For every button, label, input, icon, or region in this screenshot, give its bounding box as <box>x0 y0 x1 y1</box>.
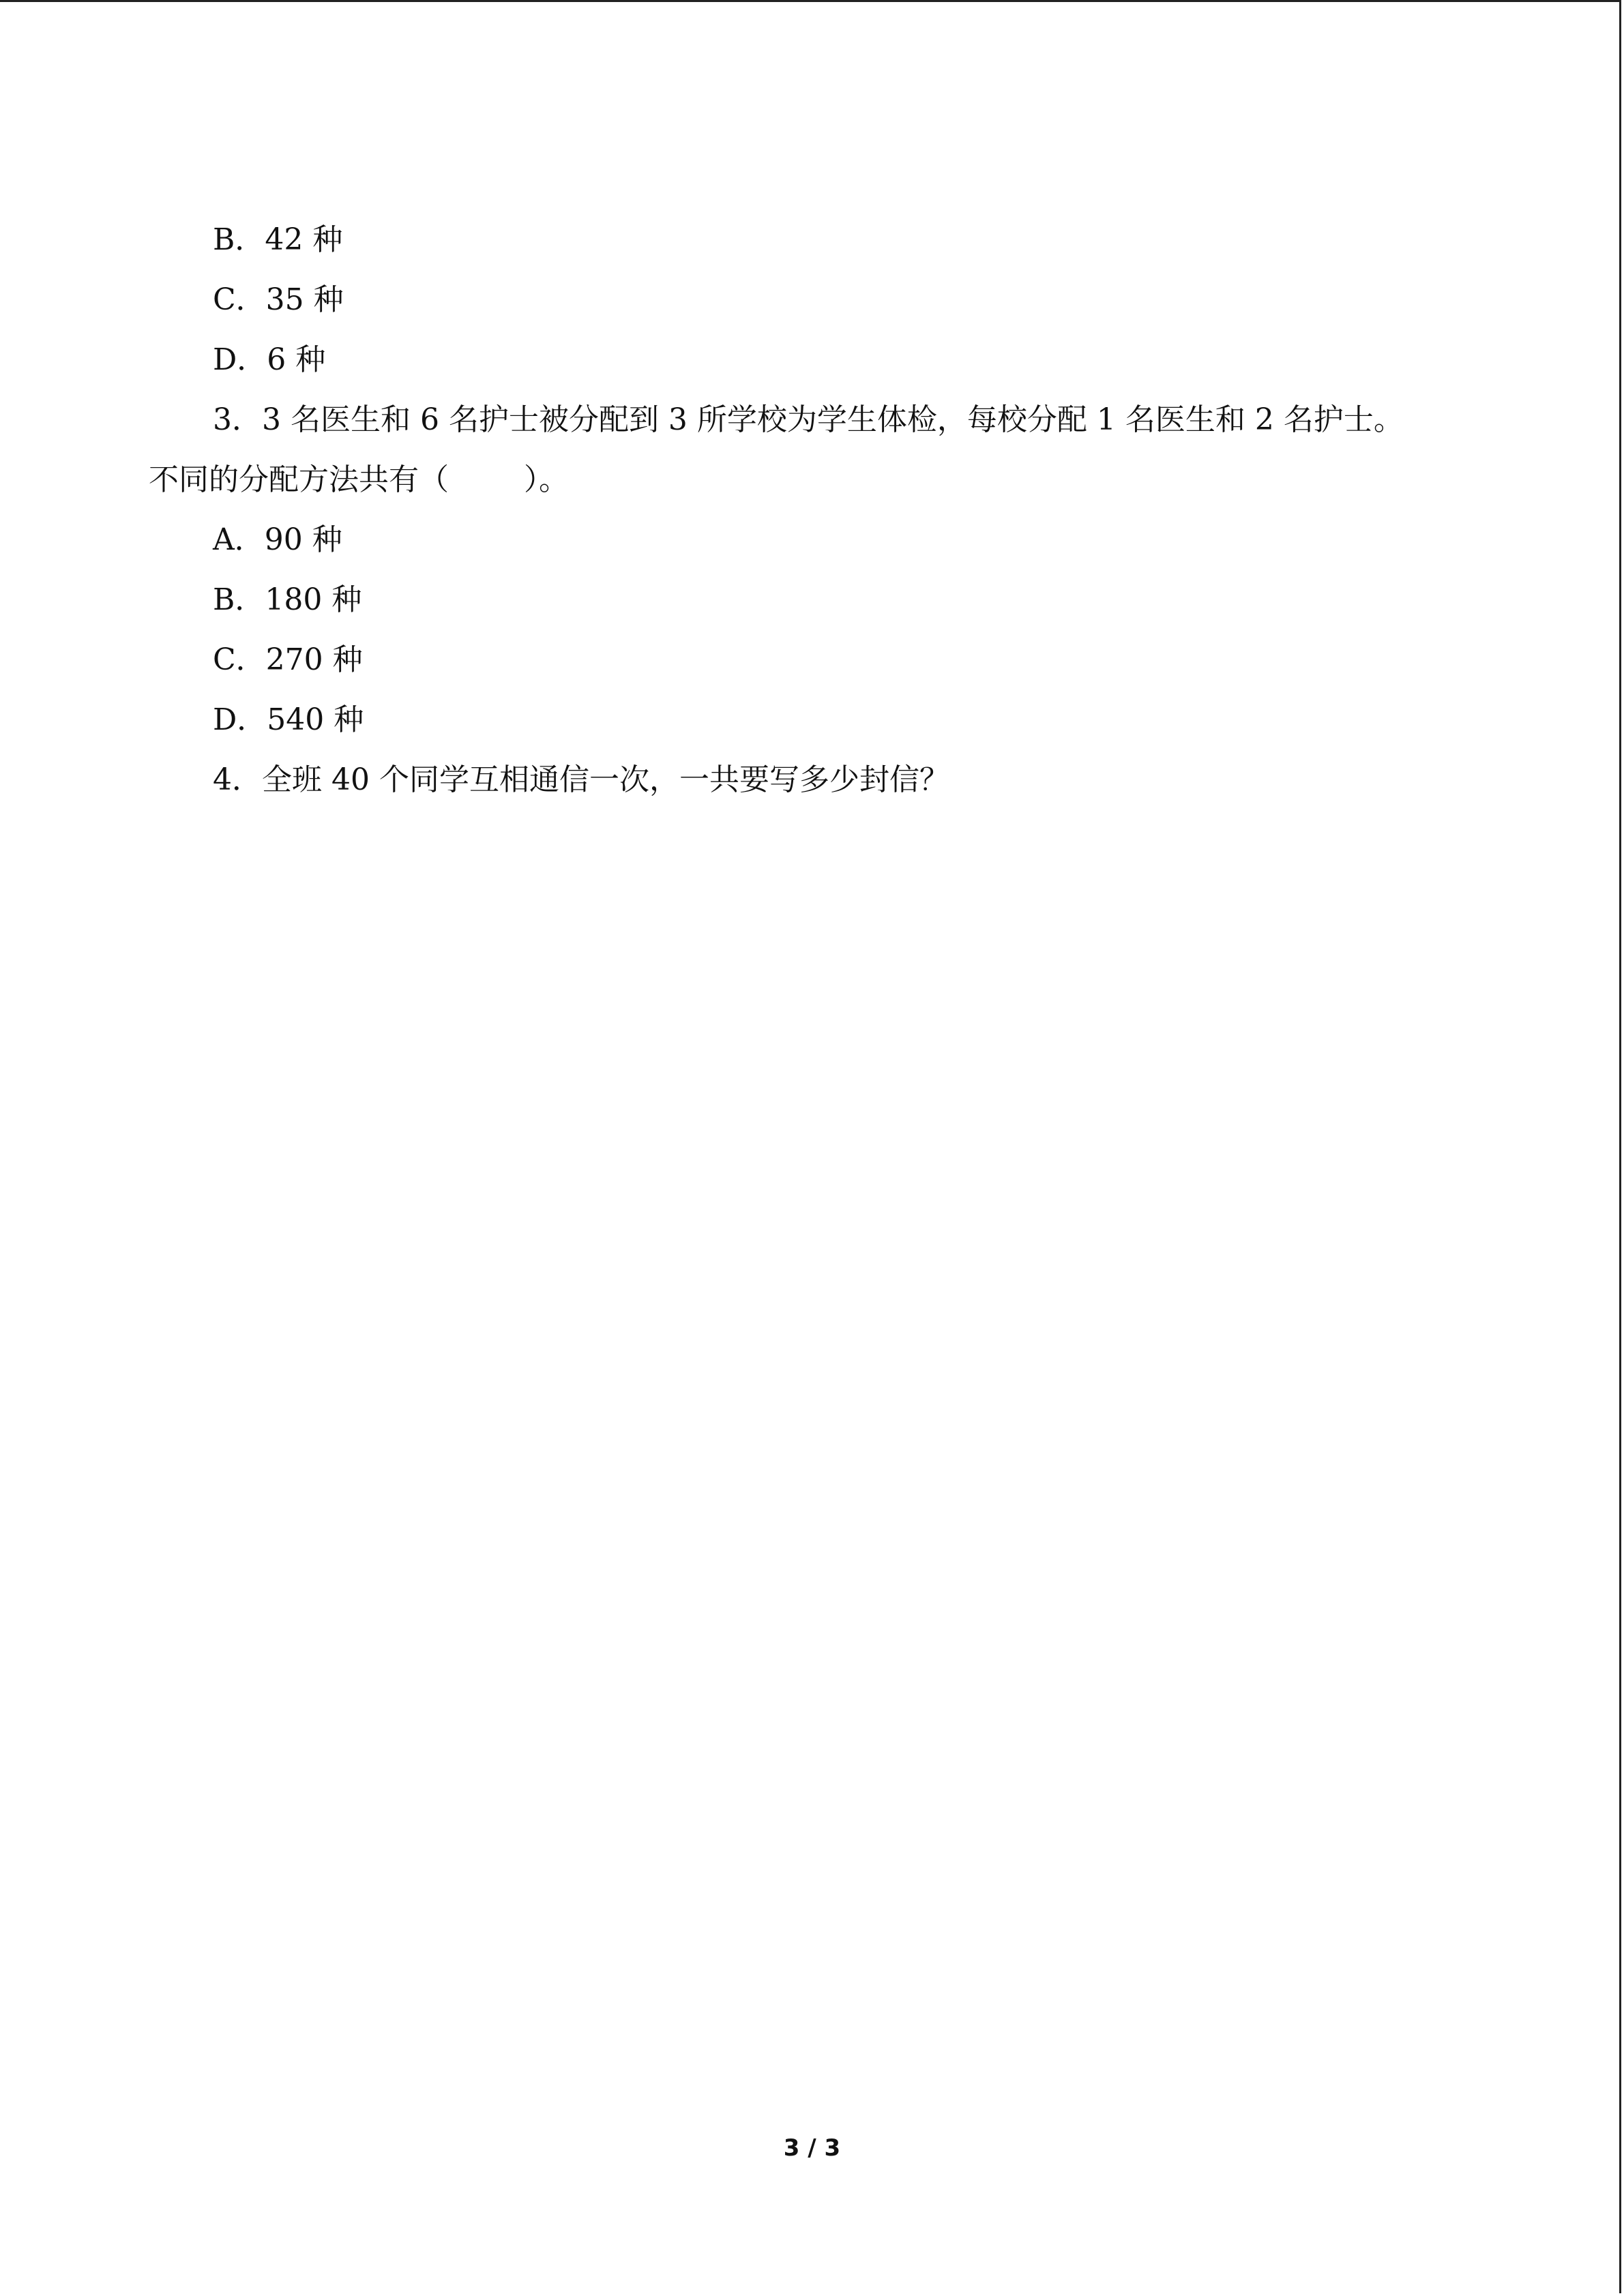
option-d <box>149 690 1472 750</box>
option-d-prev <box>149 330 1472 390</box>
question-3-suffix: ）。 <box>524 462 569 497</box>
option-text: 90 种 <box>264 522 342 557</box>
option-text: 180 种 <box>265 582 362 617</box>
question-3-line-1: 3．3 名医生和 6 名护士被分配到 3 所学校为学生体检，每校分配 1 名医生和 2 名护士。 <box>213 402 1404 437</box>
option-text: 6 种 <box>267 342 326 377</box>
option-letter: C． <box>213 642 266 677</box>
question-4: 4．全班 40 个同学互相通信一次，一共要写多少封信？ <box>213 762 949 797</box>
option-text: 540 种 <box>267 702 364 737</box>
page-number: 3 / 3 <box>783 2134 841 2162</box>
option-text: 270 种 <box>265 642 363 677</box>
page-content <box>149 210 1472 810</box>
option-letter: B． <box>213 582 265 617</box>
option-b <box>149 570 1472 630</box>
option-a <box>149 510 1472 570</box>
option-letter: A． <box>213 522 265 557</box>
option-text: 35 种 <box>265 282 344 317</box>
option-letter: C． <box>213 282 266 317</box>
option-letter: D． <box>213 702 267 737</box>
question-3-line-2 <box>149 450 1472 510</box>
option-b-prev <box>149 210 1472 270</box>
option-text: 42 种 <box>265 222 343 257</box>
option-c-prev <box>149 270 1472 330</box>
option-letter: B． <box>213 222 265 257</box>
question-3-prefix: 不同的分配方法共有（ <box>149 462 449 497</box>
option-c <box>149 630 1472 690</box>
option-letter: D． <box>213 342 267 377</box>
